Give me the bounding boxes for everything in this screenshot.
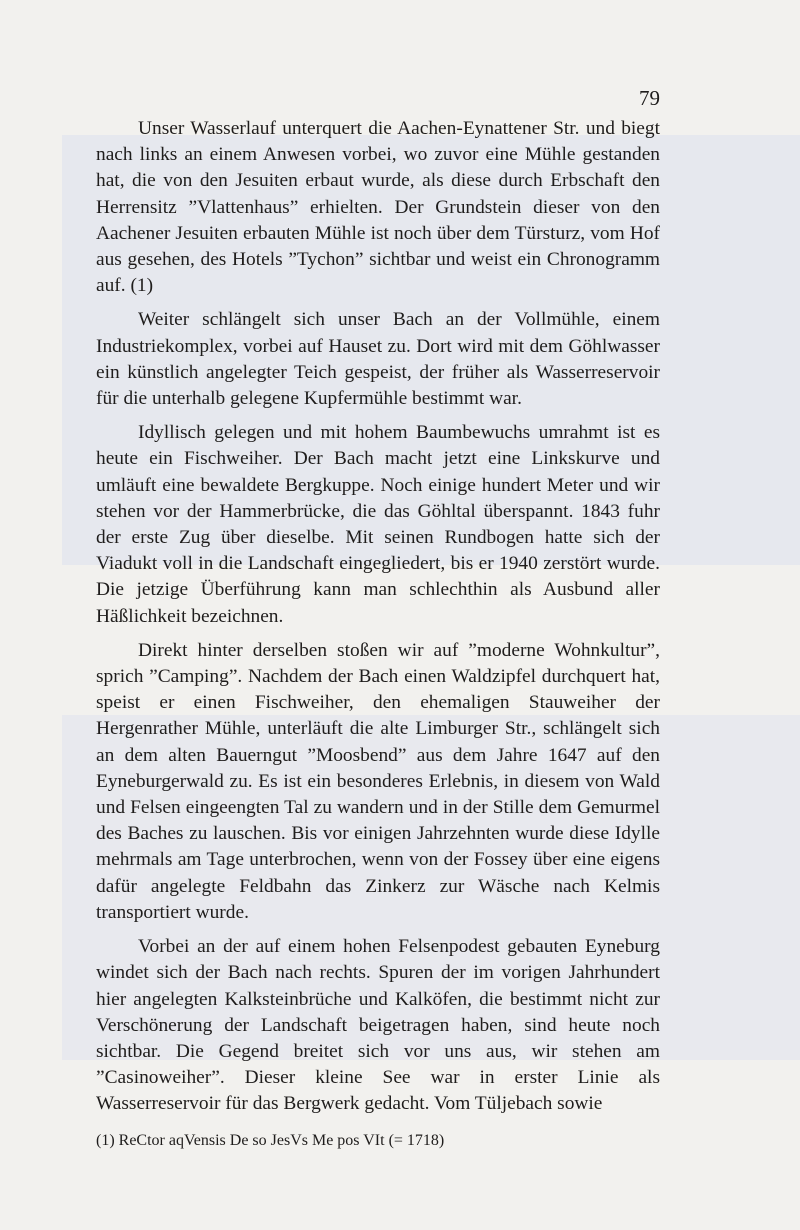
paragraph-5: Vorbei an der auf einem hohen Felsenpodest gebauten Eyneburg windet sich der Bach nach rechts. Spuren der im vorigen Jahrhundert hier angelegten Kalksteinbrüche und Kalköfen, die bestimmt nicht zur Verschönerung der Landschaft beigetragen haben, sind heute noch sichtbar. Die Gegend breitet sich vor uns aus, wir stehen am ”Casinoweiher”. Dieser kleine See war in erster Linie als Wasserreservoir für das Bergwerk gedacht. Vom Tüljebach sowie	[96, 936, 660, 1115]
paragraph-3: Idyllisch gelegen und mit hohem Baumbewuchs umrahmt ist es heute ein Fischweiher. Der Bach macht jetzt eine Linkskurve und umläuft eine bewaldete Bergkuppe. Noch einige hundert Meter und wir stehen vor der Hammerbrücke, die das Göhltal überspannt. 1843 fuhr der erste Zug über dieselbe. Mit seinen Rundbogen hatte sich der Viadukt voll in die Landschaft eingegliedert, bis er 1940 zerstört wurde. Die jetzige Überführung kann man schlechthin als Ausbund aller Häßlichkeit bezeichnen.	[96, 422, 660, 627]
paragraph-2: Weiter schlängelt sich unser Bach an der Vollmühle, einem Industriekomplex, vorbei auf Hauset zu. Dort wird mit dem Göhlwasser ein künstlich angelegter Teich gespeist, der früher als Wasserreservoir für die unterhalb gelegene Kupfermühle bestimmt war.	[96, 309, 660, 410]
body-text	[96, 116, 660, 1126]
paragraph-4: Direkt hinter derselben stoßen wir auf ”moderne Wohnkultur”, sprich ”Camping”. Nachdem der Bach einen Waldzipfel durchquert hat, speist er einen Fischweiher, den ehemaligen Stauweiher der Hergenrather Mühle, unterläuft die alte Limburger Str., schlängelt sich an dem alten Bauerngut ”Moosbend” aus dem Jahre 1647 auf den Eyneburgerwald zu. Es ist ein besonderes Erlebnis, in diesem von Wald und Felsen eingeengten Tal zu wandern und in der Stille dem Gemurmel des Baches zu lauschen. Bis vor einigen Jahrzehnten wurde diese Idylle mehrmals am Tage unterbrochen, wenn von der Fossey über eine eigens dafür angelegte Feldbahn das Zinkerz zur Wäsche nach Kelmis transportiert wurde.	[96, 639, 660, 923]
page-number: 79	[639, 86, 660, 110]
footnote: (1) ReCtor aqVensis De so JesVs Me pos VIt (= 1718)	[96, 1132, 445, 1149]
paragraph-1: Unser Wasserlauf unterquert die Aachen-Eynattener Str. und biegt nach links an einem Anwesen vorbei, wo zuvor eine Mühle gestanden hat, die von den Jesuiten erbaut wurde, als diese durch Erbschaft den Herrensitz ”Vlattenhaus” erhielten. Der Grundstein dieser von den Aachener Jesuiten erbauten Mühle ist noch über dem Türsturz, vom Hof aus gesehen, des Hotels ”Tychon” sichtbar und weist ein Chronogramm auf. (1)	[96, 118, 660, 297]
